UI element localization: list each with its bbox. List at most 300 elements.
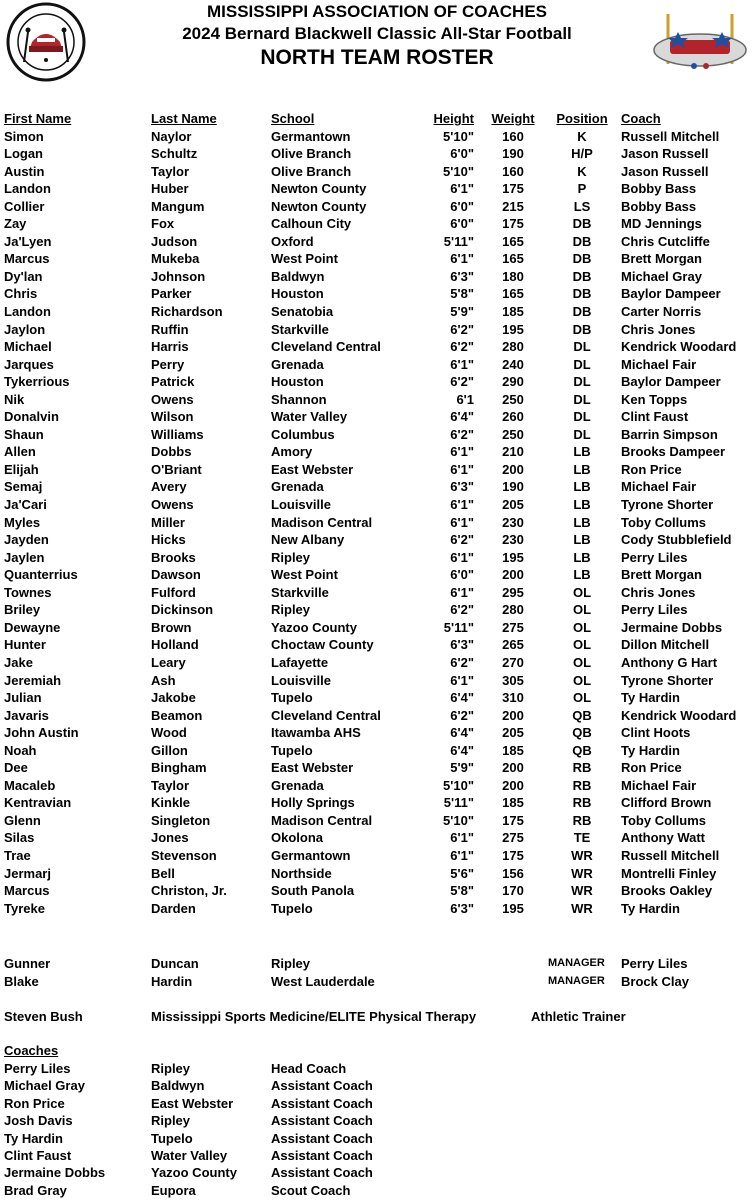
player-last-name: Kinkle: [151, 795, 191, 811]
player-first-name: Glenn: [4, 812, 41, 828]
table-row: [0, 812, 754, 830]
table-row: [0, 566, 754, 584]
player-height: 5'10": [443, 777, 474, 793]
player-coach: Brett Morgan: [621, 251, 702, 267]
table-row: [0, 829, 754, 847]
player-last-name: Taylor: [151, 777, 190, 793]
player-height: 6'4": [450, 690, 474, 706]
player-first-name: Townes: [4, 584, 52, 600]
player-weight: 160: [502, 163, 524, 179]
trainer-name: Steven Bush: [4, 1009, 83, 1024]
coach-role: Head Coach: [271, 1061, 347, 1076]
player-last-name: Parker: [151, 286, 192, 302]
player-coach: Michael Fair: [621, 479, 697, 495]
player-first-name: Kentravian: [4, 795, 72, 811]
player-last-name: Harris: [151, 339, 189, 355]
table-row: [0, 356, 754, 374]
player-first-name: Donalvin: [4, 409, 59, 425]
table-row: [0, 865, 754, 883]
player-position: OL: [572, 602, 592, 618]
player-first-name: Jermarj: [4, 865, 51, 881]
player-weight: 280: [502, 602, 524, 618]
player-school: Grenada: [271, 479, 324, 495]
player-height: 6'2": [450, 707, 474, 723]
table-row: [0, 478, 754, 496]
player-height: 5'11": [443, 619, 474, 635]
player-last-name: Mangum: [151, 198, 205, 214]
player-coach: Perry Liles: [621, 602, 688, 618]
player-weight: 160: [502, 128, 524, 144]
player-height: 5'9": [450, 304, 474, 320]
player-school: Olive Branch: [271, 146, 352, 162]
player-coach: Anthony G Hart: [621, 654, 718, 670]
player-coach: Dillon Mitchell: [621, 637, 710, 653]
player-weight: 175: [502, 181, 524, 197]
coach-name: Clint Faust: [4, 1147, 72, 1163]
player-first-name: Julian: [4, 690, 42, 706]
table-row: [0, 742, 754, 760]
player-first-name: Jaylen: [4, 549, 45, 565]
player-height: 6'2": [450, 532, 474, 548]
player-last-name: Jakobe: [151, 690, 196, 706]
player-school: Baldwyn: [271, 268, 325, 284]
player-school: Houston: [271, 374, 324, 390]
player-weight: 190: [502, 146, 524, 162]
player-school: Starkville: [271, 321, 329, 337]
table-row: [0, 461, 754, 479]
player-weight: 295: [502, 584, 524, 600]
player-school: Yazoo County: [271, 619, 357, 635]
player-height: 6'2": [450, 374, 474, 390]
player-first-name: Dy'lan: [4, 268, 43, 284]
player-height: 6'4": [450, 409, 474, 425]
player-weight: 305: [502, 672, 524, 688]
player-first-name: Zay: [4, 216, 27, 232]
player-school: Shannon: [271, 391, 327, 407]
player-weight: 210: [502, 444, 524, 460]
player-height: 6'1": [450, 672, 474, 688]
player-school: Water Valley: [271, 409, 348, 425]
player-weight: 205: [502, 725, 524, 741]
player-school: Tupelo: [271, 900, 313, 916]
player-coach: Chris Jones: [621, 321, 696, 337]
table-row: [0, 794, 754, 812]
table-row: [0, 584, 754, 602]
player-weight: 175: [502, 812, 524, 828]
player-coach: Clifford Brown: [621, 795, 712, 811]
player-height: 6'2": [450, 602, 474, 618]
player-position: LB: [573, 444, 591, 460]
table-row: [0, 268, 754, 286]
player-position: DL: [573, 356, 591, 372]
player-school: Madison Central: [271, 514, 373, 530]
player-position: DL: [573, 374, 591, 390]
player-weight: 180: [502, 268, 524, 284]
table-row: [0, 707, 754, 725]
player-school: Cleveland Central: [271, 339, 381, 355]
player-position: LB: [573, 461, 591, 477]
player-weight: 250: [502, 426, 524, 442]
player-school: East Webster: [271, 461, 354, 477]
player-last-name: Perry: [151, 356, 185, 372]
player-position: DL: [573, 426, 591, 442]
player-school: New Albany: [271, 532, 345, 548]
player-school: Senatobia: [271, 304, 334, 320]
player-last-name: Holland: [151, 637, 199, 653]
player-first-name: Elijah: [4, 461, 39, 477]
player-position: WR: [571, 883, 593, 899]
col-first-name: First Name: [4, 111, 72, 126]
player-position: LB: [573, 514, 591, 530]
coach-name: Josh Davis: [4, 1113, 73, 1129]
player-position: DB: [572, 268, 592, 284]
table-row: [0, 338, 754, 356]
player-height: 6'2": [450, 321, 474, 337]
table-row: [0, 636, 754, 654]
player-position: LS: [573, 198, 591, 214]
player-last-name: Dickinson: [151, 602, 214, 618]
coach-school: Water Valley: [151, 1147, 228, 1163]
player-weight: 260: [502, 409, 524, 425]
table-row: [0, 549, 754, 567]
coach-role: Assistant Coach: [271, 1130, 373, 1146]
list-item: [0, 1130, 754, 1147]
player-coach: Michael Gray: [621, 268, 702, 284]
player-position: TE: [573, 830, 591, 846]
player-last-name: Avery: [151, 479, 187, 495]
col-coach: Coach: [621, 111, 661, 126]
coach-name: Ty Hardin: [4, 1130, 63, 1146]
player-coach: Barrin Simpson: [621, 426, 718, 442]
player-position: LB: [573, 479, 591, 495]
player-school: Newton County: [271, 181, 367, 197]
player-coach: Brooks Oakley: [621, 883, 713, 899]
player-coach: Anthony Watt: [621, 830, 705, 846]
player-height: 6'0": [450, 198, 474, 214]
player-coach: Chris Jones: [621, 584, 696, 600]
table-row: [0, 180, 754, 198]
table-row: [0, 128, 754, 146]
player-first-name: Austin: [4, 163, 45, 179]
player-last-name: Wilson: [151, 409, 194, 425]
player-first-name: Simon: [4, 128, 44, 144]
player-coach: Clint Faust: [621, 409, 689, 425]
player-position: DL: [573, 339, 591, 355]
document-header: [0, 0, 754, 80]
player-first-name: Jake: [4, 654, 33, 670]
player-height: 6'1": [450, 251, 474, 267]
player-position: DB: [572, 286, 592, 302]
player-first-name: Collier: [4, 198, 45, 214]
manager-row: [0, 955, 754, 973]
player-last-name: Gillon: [151, 742, 188, 758]
player-weight: 290: [502, 374, 524, 390]
player-first-name: Javaris: [4, 707, 49, 723]
player-weight: 200: [502, 461, 524, 477]
player-weight: 190: [502, 479, 524, 495]
player-position: OL: [572, 637, 592, 653]
manager-role: MANAGER: [548, 957, 605, 969]
table-row: [0, 777, 754, 795]
player-last-name: Mukeba: [151, 251, 200, 267]
player-position: P: [577, 181, 587, 197]
player-school: Louisville: [271, 497, 331, 513]
player-first-name: Marcus: [4, 251, 50, 267]
table-row: [0, 321, 754, 339]
table-row: [0, 145, 754, 163]
player-coach: Russell Mitchell: [621, 128, 720, 144]
player-position: WR: [571, 900, 593, 916]
player-coach: Jason Russell: [621, 146, 709, 162]
player-first-name: Tyreke: [4, 900, 45, 916]
trainer-row: [0, 1008, 754, 1026]
player-weight: 185: [502, 304, 524, 320]
table-row: [0, 285, 754, 303]
coaches-list: [0, 1060, 754, 1199]
player-first-name: Trae: [4, 847, 31, 863]
player-last-name: Owens: [151, 391, 194, 407]
player-height: 6'1": [450, 847, 474, 863]
player-position: OL: [572, 672, 592, 688]
table-row: [0, 689, 754, 707]
table-row: [0, 426, 754, 444]
player-position: RB: [572, 777, 592, 793]
player-first-name: Silas: [4, 830, 35, 846]
player-position: DB: [572, 304, 592, 320]
player-coach: Montrelli Finley: [621, 865, 717, 881]
player-school: Starkville: [271, 584, 329, 600]
player-first-name: Ja'Lyen: [4, 233, 52, 249]
player-school: Cleveland Central: [271, 707, 381, 723]
player-height: 6'1": [450, 549, 474, 565]
player-school: Tupelo: [271, 690, 313, 706]
table-row: [0, 847, 754, 865]
coach-school: Ripley: [151, 1061, 191, 1076]
player-coach: Bobby Bass: [621, 198, 697, 214]
player-coach: Michael Fair: [621, 777, 697, 793]
table-row: [0, 443, 754, 461]
player-position: LB: [573, 532, 591, 548]
coach-school: Yazoo County: [151, 1165, 237, 1181]
player-last-name: O'Briant: [151, 461, 202, 477]
coach-role: Assistant Coach: [271, 1113, 373, 1129]
player-weight: 185: [502, 795, 524, 811]
player-weight: 156: [502, 865, 524, 881]
player-school: Itawamba AHS: [271, 725, 361, 741]
player-school: East Webster: [271, 760, 354, 776]
player-first-name: Landon: [4, 304, 51, 320]
player-first-name: Ja'Cari: [4, 497, 47, 513]
player-first-name: Macaleb: [4, 777, 56, 793]
player-position: OL: [572, 654, 592, 670]
player-height: 6'3": [450, 900, 474, 916]
player-weight: 205: [502, 497, 524, 513]
coach-name: Jermaine Dobbs: [4, 1165, 106, 1181]
player-first-name: Hunter: [4, 637, 46, 653]
coach-name: Michael Gray: [4, 1078, 85, 1094]
player-last-name: Beamon: [151, 707, 203, 723]
manager-role: MANAGER: [548, 974, 605, 987]
table-row: [0, 215, 754, 233]
player-height: 6'0": [450, 146, 474, 162]
player-school: Tupelo: [271, 742, 313, 758]
table-row: [0, 531, 754, 549]
player-first-name: Jayden: [4, 532, 49, 548]
player-height: 6'2": [450, 654, 474, 670]
player-position: DL: [573, 409, 591, 425]
player-first-name: Tykerrious: [4, 374, 70, 390]
table-row: [0, 198, 754, 216]
player-school: Germantown: [271, 847, 351, 863]
player-first-name: Jaylon: [4, 321, 46, 337]
player-height: 5'10": [443, 812, 474, 828]
manager-last-name: Hardin: [151, 973, 193, 989]
roster-table: [0, 110, 754, 917]
player-weight: 200: [502, 707, 524, 723]
player-height: 6'1": [450, 584, 474, 600]
coach-school: Ripley: [151, 1113, 191, 1129]
player-weight: 280: [502, 339, 524, 355]
coach-role: Assistant Coach: [271, 1165, 373, 1181]
player-first-name: Jeremiah: [4, 672, 62, 688]
player-school: Olive Branch: [271, 163, 352, 179]
player-last-name: Naylor: [151, 128, 192, 144]
table-row: [0, 163, 754, 181]
coach-role: Assistant Coach: [271, 1078, 373, 1094]
player-school: Madison Central: [271, 812, 373, 828]
player-weight: 195: [502, 900, 524, 916]
table-row: [0, 373, 754, 391]
player-coach: Russell Mitchell: [621, 847, 720, 863]
col-position: Position: [556, 111, 608, 126]
player-school: South Panola: [271, 883, 355, 899]
manager-school: West Lauderdale: [271, 973, 375, 989]
player-last-name: Schultz: [151, 146, 198, 162]
player-last-name: Bingham: [151, 760, 207, 776]
player-school: Louisville: [271, 672, 331, 688]
player-first-name: Chris: [4, 286, 38, 302]
player-position: QB: [572, 707, 592, 723]
col-last-name: Last Name: [151, 111, 217, 126]
association-title: MISSISSIPPI ASSOCIATION OF COACHES: [206, 2, 548, 21]
player-height: 5'10": [443, 163, 474, 179]
player-last-name: Stevenson: [151, 847, 217, 863]
player-height: 6'0": [450, 567, 474, 583]
player-position: RB: [572, 795, 592, 811]
player-school: Amory: [271, 444, 313, 460]
table-row: [0, 601, 754, 619]
player-last-name: Taylor: [151, 163, 190, 179]
player-last-name: Johnson: [151, 268, 206, 284]
player-coach: Kendrick Woodard: [621, 707, 737, 723]
player-weight: 230: [502, 532, 524, 548]
manager-coach: Perry Liles: [621, 956, 688, 971]
player-coach: Jason Russell: [621, 163, 709, 179]
player-weight: 175: [502, 847, 524, 863]
player-first-name: Briley: [4, 602, 41, 618]
coach-school: East Webster: [151, 1095, 234, 1111]
player-weight: 175: [502, 216, 524, 232]
player-height: 5'6": [450, 865, 474, 881]
manager-coach: Brock Clay: [621, 973, 689, 989]
player-position: OL: [572, 690, 592, 706]
player-first-name: John Austin: [4, 725, 79, 741]
list-item: [0, 1147, 754, 1164]
player-coach: Brett Morgan: [621, 567, 702, 583]
table-row: [0, 496, 754, 514]
trainer-org: Mississippi Sports Medicine/ELITE Physical Therapy: [151, 1009, 477, 1024]
table-row: [0, 654, 754, 672]
player-school: West Point: [271, 251, 338, 267]
player-position: K: [577, 128, 587, 144]
player-coach: Toby Collums: [621, 812, 706, 828]
player-first-name: Quanterrius: [4, 567, 78, 583]
player-coach: Carter Norris: [621, 304, 702, 320]
player-last-name: Jones: [151, 830, 189, 846]
player-height: 5'8": [450, 883, 474, 899]
player-position: WR: [571, 847, 593, 863]
coach-role: Assistant Coach: [271, 1095, 373, 1111]
player-coach: Ty Hardin: [621, 690, 680, 706]
coaches-heading: Coaches: [4, 1043, 59, 1058]
player-height: 6'1": [450, 356, 474, 372]
player-coach: Baylor Dampeer: [621, 374, 721, 390]
player-height: 6'1": [450, 181, 474, 197]
table-row: [0, 250, 754, 268]
player-school: Ripley: [271, 549, 311, 565]
player-school: Northside: [271, 865, 332, 881]
player-school: Holly Springs: [271, 795, 355, 811]
player-coach: Kendrick Woodard: [621, 339, 737, 355]
player-weight: 230: [502, 514, 524, 530]
player-last-name: Brown: [151, 619, 192, 635]
coach-name: Ron Price: [4, 1095, 65, 1111]
player-weight: 310: [502, 690, 524, 706]
player-height: 6'4": [450, 725, 474, 741]
table-row: [0, 882, 754, 900]
player-weight: 200: [502, 777, 524, 793]
table-row: [0, 303, 754, 321]
player-coach: Chris Cutcliffe: [621, 233, 710, 249]
player-first-name: Logan: [4, 146, 43, 162]
col-weight: Weight: [491, 111, 535, 126]
player-coach: Ron Price: [621, 760, 682, 776]
player-school: Choctaw County: [271, 637, 374, 653]
coach-school: Eupora: [151, 1182, 196, 1198]
table-row: [0, 724, 754, 742]
player-coach: Tyrone Shorter: [621, 497, 714, 513]
manager-first-name: Gunner: [4, 956, 51, 971]
player-height: 5'9": [450, 760, 474, 776]
player-position: OL: [572, 584, 592, 600]
coach-role: Assistant Coach: [271, 1147, 373, 1163]
player-last-name: Ruffin: [151, 321, 189, 337]
player-position: DB: [572, 216, 592, 232]
player-coach: Tyrone Shorter: [621, 672, 714, 688]
player-school: Houston: [271, 286, 324, 302]
player-school: Calhoun City: [271, 216, 352, 232]
player-first-name: Marcus: [4, 883, 50, 899]
roster-title: NORTH TEAM ROSTER: [260, 46, 494, 69]
player-first-name: Nik: [4, 391, 25, 407]
col-school: School: [271, 111, 315, 126]
manager-last-name: Duncan: [151, 956, 199, 971]
player-last-name: Miller: [151, 514, 185, 530]
player-coach: Ken Topps: [621, 391, 688, 407]
player-coach: MD Jennings: [621, 216, 702, 232]
player-height: 6'2": [450, 339, 474, 355]
coach-name: Perry Liles: [4, 1061, 71, 1076]
